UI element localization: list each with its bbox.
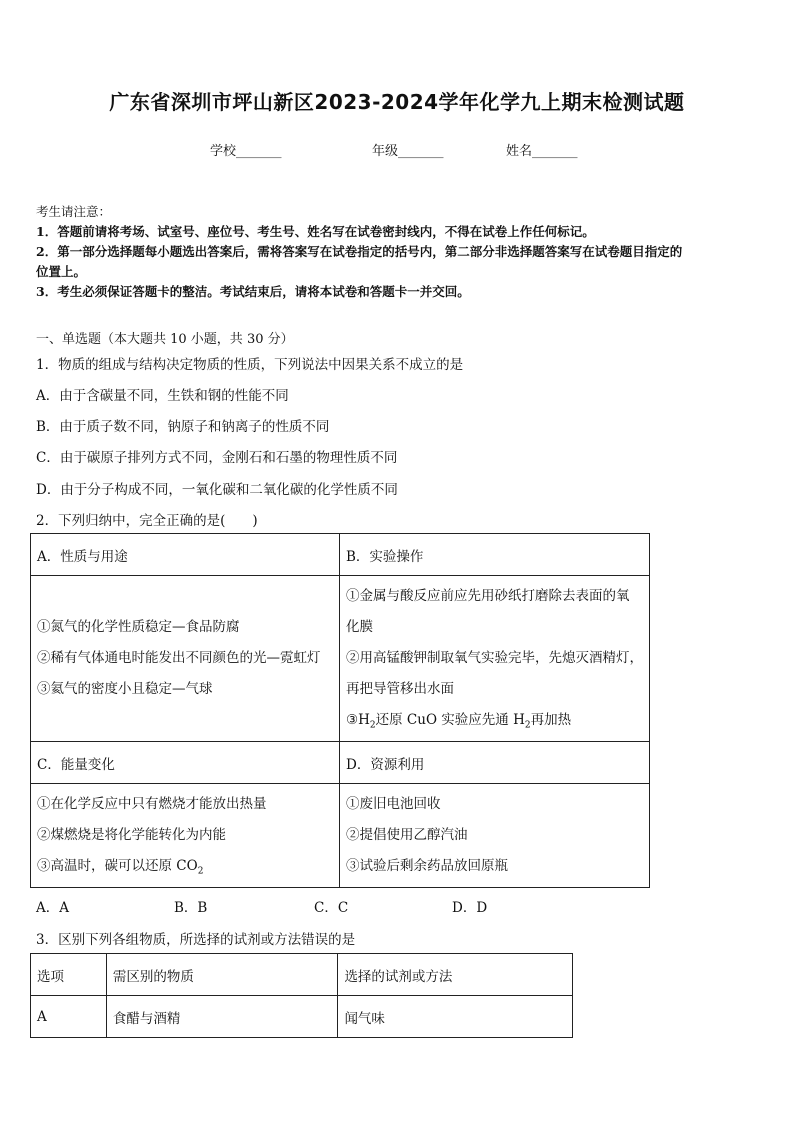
table-header-row xyxy=(31,954,573,996)
column-header: 选项 xyxy=(31,954,107,996)
cell-c-content xyxy=(31,784,340,888)
cell-b-content xyxy=(340,576,650,742)
notice-heading: 考生请注意： xyxy=(36,204,112,219)
question-1-option-b[interactable]: B．由于质子数不同，钠原子和钠离子的性质不同 xyxy=(36,419,330,435)
cell-a-heading: A．性质与用途 xyxy=(31,534,340,576)
list-item: ①废旧电池回收 xyxy=(346,796,441,812)
cell-d-content xyxy=(340,784,650,888)
question-2-option-c[interactable]: C．C xyxy=(314,900,349,916)
notice-item: 2．第一部分选择题每小题选出答案后，需将答案写在试卷指定的括号内，第二部分非选择题答案写在试卷题目指定的 xyxy=(36,244,683,259)
cell-b-heading: B．实验操作 xyxy=(340,534,650,576)
question-1-option-d[interactable]: D．由于分子构成不同，一氧化碳和二氧化碳的化学性质不同 xyxy=(36,482,398,498)
notice-item: 位置上。 xyxy=(36,264,87,279)
table-row xyxy=(31,784,650,888)
list-item: ②用高锰酸钾制取氧气实验完毕，先熄灭酒精灯， xyxy=(346,650,643,666)
cell-a-content xyxy=(31,576,340,742)
question-2-option-d[interactable]: D．D xyxy=(452,900,488,916)
section-heading: 一、单选题（本大题共 10 小题，共 30 分） xyxy=(36,332,294,347)
cell-d-heading: D．资源利用 xyxy=(340,742,650,784)
page-title: 广东省深圳市坪山新区2023-2024学年化学九上期末检测试题 xyxy=(109,90,685,114)
school-field[interactable]: 学校_______ xyxy=(210,144,282,159)
list-item: ③氦气的密度小且稳定—气球 xyxy=(37,681,213,697)
list-item: ②提倡使用乙醇汽油 xyxy=(346,827,468,843)
table-row xyxy=(31,576,650,742)
question-2-stem: 2．下列归纳中，完全正确的是( ) xyxy=(36,513,258,529)
grade-field[interactable]: 年级_______ xyxy=(372,144,444,159)
question-1-option-a[interactable]: A．由于含碳量不同，生铁和钢的性能不同 xyxy=(36,388,289,404)
exam-notice xyxy=(36,202,766,302)
list-item: 化膜 xyxy=(346,619,373,635)
question-2-option-b[interactable]: B．B xyxy=(174,900,208,916)
list-item: ③高温时，碳可以还原 $CO_2$ xyxy=(37,858,204,877)
notice-item: 1．答题前请将考场、试室号、座位号、考生号、姓名写在试卷密封线内，不得在试卷上作任何标记。 xyxy=(36,224,595,239)
column-header: 需区别的物质 xyxy=(106,954,338,996)
column-header: 选择的试剂或方法 xyxy=(338,954,573,996)
table-row xyxy=(31,742,650,784)
list-item: 再把导管移出水面 xyxy=(346,681,454,697)
list-item: ①金属与酸反应前应先用砂纸打磨除去表面的氧 xyxy=(346,588,630,604)
list-item: ②煤燃烧是将化学能转化为内能 xyxy=(37,827,226,843)
table-cell: 食醋与酒精 xyxy=(106,996,338,1038)
list-item: $③H_2$还原 CuO 实验应先通 $H_2$再加热 xyxy=(346,712,572,731)
list-item: ①在化学反应中只有燃烧才能放出热量 xyxy=(37,796,267,812)
list-item: ①氮气的化学性质稳定—食品防腐 xyxy=(37,619,240,635)
question-1-option-c[interactable]: C．由于碳原子排列方式不同，金刚石和石墨的物理性质不同 xyxy=(36,450,398,466)
notice-item: 3．考生必须保证答题卡的整洁。考试结束后，请将本试卷和答题卡一并交回。 xyxy=(36,284,470,299)
table-row xyxy=(31,996,573,1038)
list-item: ③试验后剩余药品放回原瓶 xyxy=(346,858,508,874)
table-cell: 闻气味 xyxy=(338,996,573,1038)
question-2-option-a[interactable]: A．A xyxy=(36,900,69,916)
list-item: ②稀有气体通电时能发出不同颜色的光—霓虹灯 xyxy=(37,650,321,666)
question-1-stem: 1．物质的组成与结构决定物质的性质，下列说法中因果关系不成立的是 xyxy=(36,357,464,373)
question-2-table xyxy=(30,533,650,888)
question-3-stem: 3．区别下列各组物质，所选择的试剂或方法错误的是 xyxy=(36,932,356,948)
cell-c-heading: C．能量变化 xyxy=(31,742,340,784)
name-field[interactable]: 姓名_______ xyxy=(506,144,578,159)
table-row xyxy=(31,534,650,576)
question-3-table xyxy=(30,953,573,1038)
table-cell: A xyxy=(31,996,107,1038)
